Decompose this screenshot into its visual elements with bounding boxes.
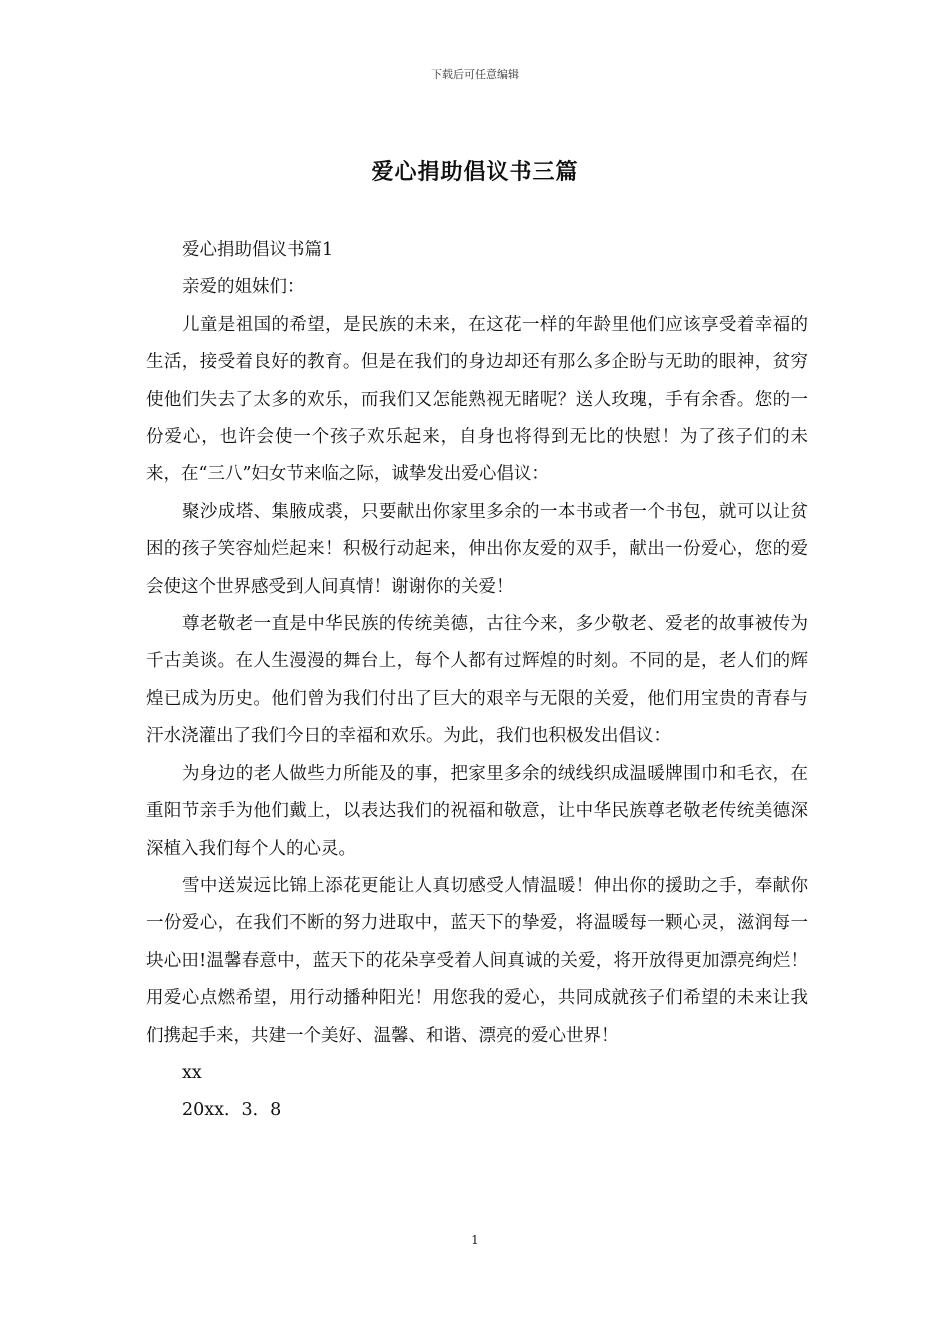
page-number: 1 [471,1233,479,1247]
paragraph-1: 儿童是祖国的希望，是民族的未来，在这花一样的年龄里他们应该享受着幸福的生活，接受着良好的教育。但是在我们的身边却还有那么多企盼与无助的眼神，贫穷使他们失去了太多的欢乐，而我们又怎能熟视无睹呢？送人玫瑰，手有余香。您的一份爱心，也许会使一个孩子欢乐起来，自身也将得到无比的快慰！为了孩子们的未来，在“三八”妇女节来临之际，诚挚发出爱心倡议： [146,314,808,485]
paragraph-2: 聚沙成塔、集腋成裘，只要献出你家里多余的一本书或者一个书包，就可以让贫困的孩子笑容灿烂起来！积极行动起来，伸出你友爱的双手，献出一份爱心，您的爱会使这个世界感受到人间真情！谢谢你的关爱！ [146,501,808,597]
document-body [146,232,808,1130]
header-note: 下载后可任意编辑 [431,68,519,81]
document-title: 爱心捐助倡议书三篇 [371,159,579,185]
paragraph-3: 尊老敬老一直是中华民族的传统美德，古往今来，多少敬老、爱老的故事被传为千古美谈。在人生漫漫的舞台上，每个人都有过辉煌的时刻。不同的是，老人们的辉煌已成为历史。他们曾为我们付出了巨大的艰辛与无限的关爱，他们用宝贵的青春与汗水浇灌出了我们今日的幸福和欢乐。为此，我们也积极发出倡议： [146,614,808,747]
date: 20xx．3．8 [182,1100,282,1121]
signature: xx [182,1062,202,1083]
paragraph-4: 为身边的老人做些力所能及的事，把家里多余的绒线织成温暖牌围巾和毛衣，在重阳节亲手为他们戴上，以表达我们的祝福和敬意，让中华民族尊老敬老传统美德深深植入我们每个人的心灵。 [146,763,808,859]
salutation: 亲爱的姐妹们： [182,277,305,298]
paragraph-5: 雪中送炭远比锦上添花更能让人真切感受人情温暖！伸出你的援助之手，奉献你一份爱心，在我们不断的努力进取中，蓝天下的挚爱，将温暖每一颗心灵，滋润每一块心田!温馨春意中，蓝天下的花朵享受着人间真诚的关爱，将开放得更加漂亮绚烂！用爱心点燃希望，用行动播种阳光！用您我的爱心，共同成就孩子们希望的未来让我们携起手来，共建一个美好、温馨、和谐、漂亮的爱心世界！ [146,875,808,1046]
section-heading: 爱心捐助倡议书篇1 [182,240,334,260]
